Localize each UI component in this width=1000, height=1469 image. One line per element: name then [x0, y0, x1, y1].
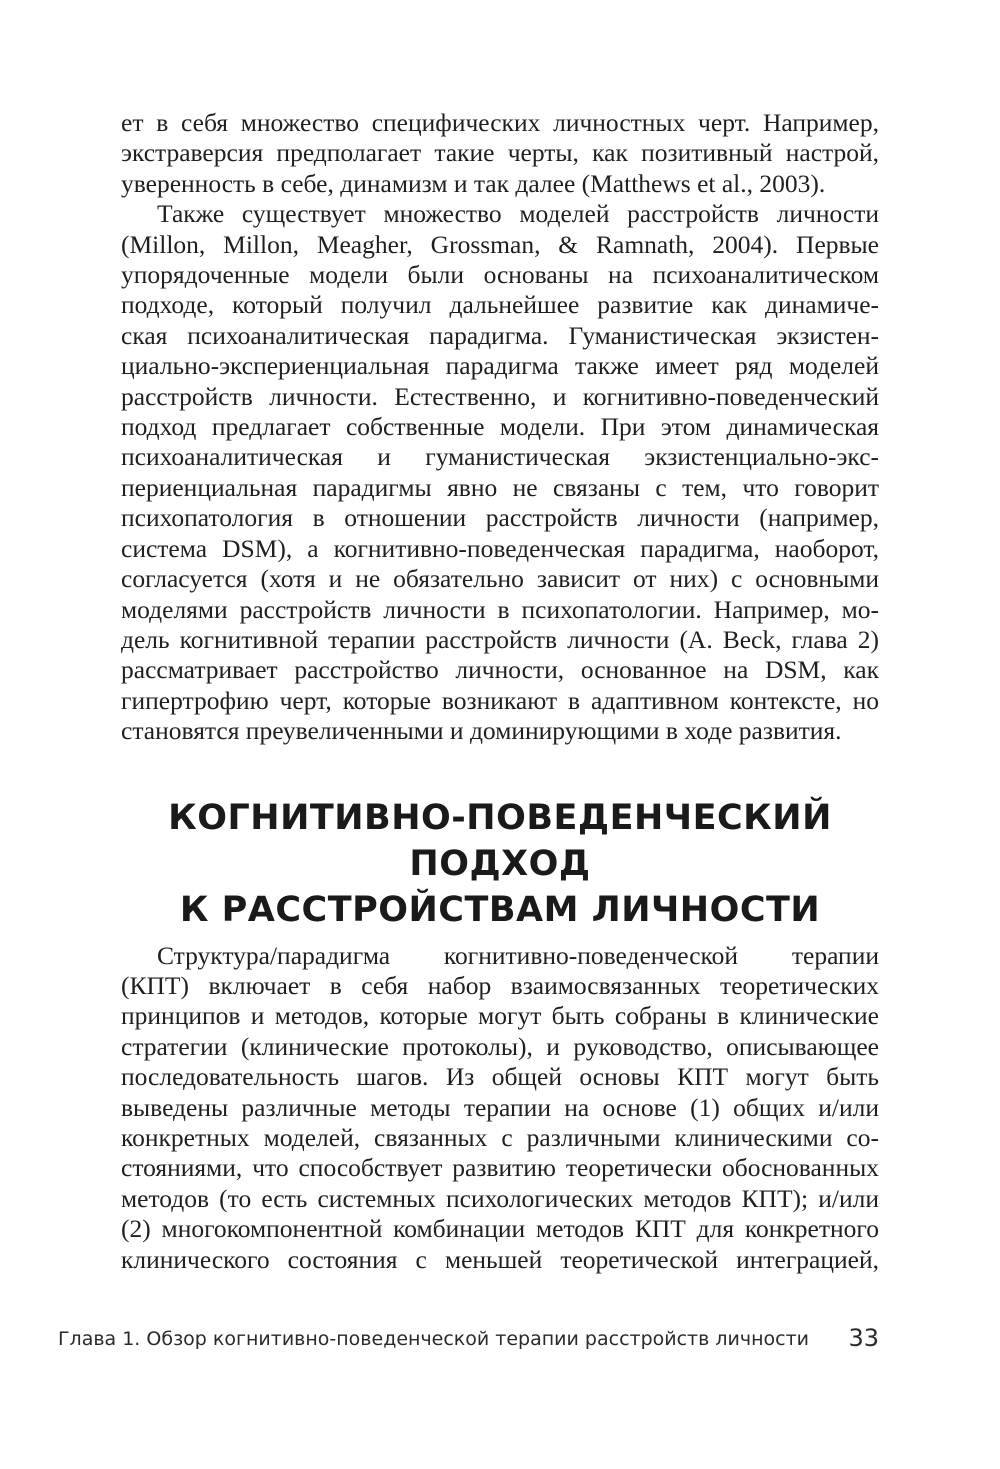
text-line: уверенность в себе, динамизм и так далее (Matthews et al., 2003).	[121, 168, 826, 198]
text-line: становятся преувеличенными и доминирующими в ходе развития.	[121, 716, 842, 746]
text-line: методов (то есть системных психологических методов КПТ); и/или	[121, 1183, 879, 1213]
paragraph-cbt-structure	[121, 941, 879, 1275]
text-line: выведены различные методы терапии на основе (1) общих и/или	[121, 1092, 879, 1122]
page-number: 33	[848, 1324, 879, 1352]
text-line: психопатология в отношении расстройств личности (например,	[121, 503, 879, 533]
text-line: принципов и методов, которые могут быть собраны в клинические	[121, 1001, 879, 1031]
text-line: ет в себя множество специфических личностных черт. Например,	[121, 108, 879, 137]
text-line: упорядоченные модели были основаны на психоаналитическом	[121, 260, 879, 290]
text-line: система DSM), а когнитивно-поведенческая парадигма, наоборот,	[121, 533, 879, 563]
text-line: клинического состояния с меньшей теоретической интеграцией,	[121, 1244, 879, 1274]
page-footer	[57, 1320, 879, 1360]
text-line: (2) многокомпонентной комбинации методов КПТ для конкретного	[121, 1214, 879, 1244]
text-line: расстройств личности. Естественно, и когнитивно-поведенческий	[121, 381, 879, 411]
text-line: психоаналитическая и гуманистическая экзистенциально-экс-	[121, 442, 879, 472]
text-line: подход предлагает собственные модели. При этом динамическая	[121, 412, 879, 442]
text-line: Структура/парадигма когнитивно-поведенческой терапии	[157, 940, 879, 970]
text-line: стратегии (клинические протоколы), и руководство, описывающее	[121, 1031, 879, 1061]
text-line: периенциальная парадигмы явно не связаны с тем, что говорит	[121, 472, 879, 502]
text-line: (Millon, Millon, Meagher, Grossman, & Ramnath, 2004). Первые	[121, 229, 879, 259]
text-line: рассматривает расстройство личности, основанное на DSM, как	[121, 655, 879, 685]
section-heading-line-2: К РАССТРОЙСТВАМ ЛИЧНОСТИ	[179, 889, 821, 930]
text-line: стояниями, что способствует развитию теоретически обоснованных	[121, 1153, 879, 1183]
text-line: конкретных моделей, связанных с различными клиническими со-	[121, 1122, 879, 1152]
section-heading	[121, 795, 879, 933]
running-title: Глава 1. Обзор когнитивно-поведенческой терапии расстройств личности	[57, 1328, 809, 1350]
text-line: дель когнитивной терапии расстройств личности (A. Beck, глава 2)	[121, 624, 879, 654]
text-line: циально-экспериенциальная парадигма также имеет ряд моделей	[121, 351, 879, 381]
section-heading-line-1: КОГНИТИВНО-ПОВЕДЕНЧЕСКИЙ ПОДХОД	[168, 797, 832, 884]
text-line: подходе, который получил дальнейшее развитие как динамиче-	[121, 290, 879, 320]
text-line: последовательность шагов. Из общей основы КПТ могут быть	[121, 1062, 879, 1092]
text-line: согласуется (хотя и не обязательно зависит от них) с основными	[121, 564, 879, 594]
text-line: (КПТ) включает в себя набор взаимосвязанных теоретических	[121, 970, 879, 1000]
page-body	[121, 108, 879, 1275]
text-line: гипертрофию черт, которые возникают в адаптивном контексте, но	[121, 685, 879, 715]
text-line: ская психоаналитическая парадигма. Гуманистическая экзистен-	[121, 320, 879, 350]
text-line: Также существует множество моделей расстройств личности	[157, 199, 879, 229]
paragraph-continuation	[121, 108, 879, 199]
text-line: моделями расстройств личности в психопатологии. Например, мо-	[121, 594, 879, 624]
text-line: экстраверсия предполагает такие черты, как позитивный настрой,	[121, 138, 879, 168]
paragraph-models	[121, 199, 879, 746]
